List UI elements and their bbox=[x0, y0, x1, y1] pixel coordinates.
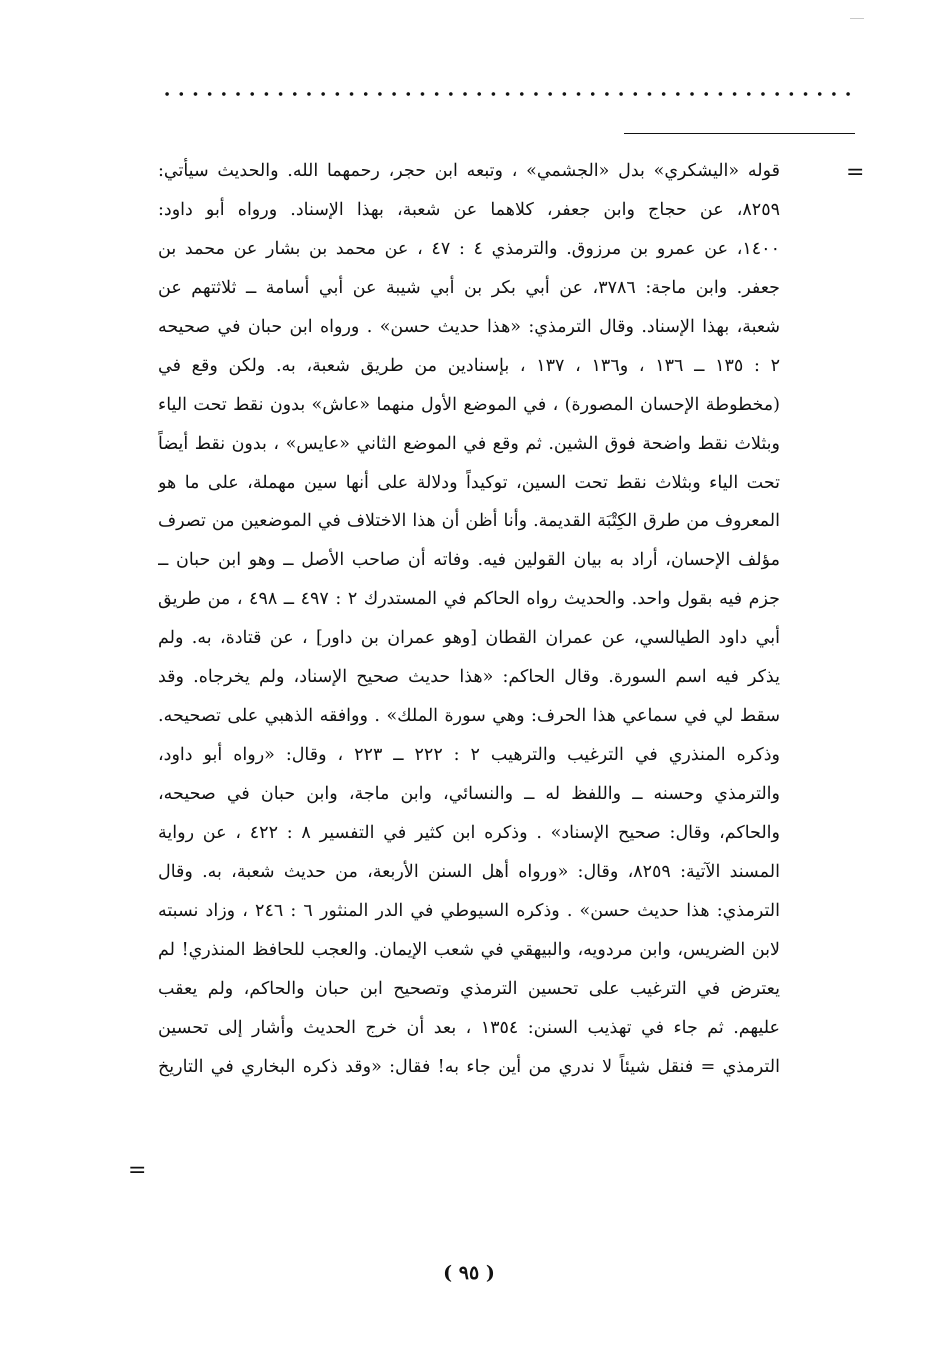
footnote-text bbox=[158, 152, 780, 1087]
text-line: جعفر. وابن ماجة: ٣٧٨٦، عن أبي بكر بن أبي شيبة عن أبي أسامة ــ ثلاثتهم عن bbox=[158, 277, 780, 298]
footnote-rule bbox=[624, 133, 855, 134]
text-line: والترمذي وحسنه ــ واللفظ له ــ والنسائي، وابن ماجة، وابن حبان في صحيحه، bbox=[158, 784, 780, 804]
text-line: المعروف من طرق الكِتْبَة القديمة. وأنا أظن أن هذا الاختلاف في الموضعين من تصرف bbox=[158, 511, 780, 532]
text-line: أبي داود الطيالسي، عن عمران القطان [وهو عمران بن داور] ، عن قتادة، به. ولم bbox=[158, 628, 780, 649]
text-line: مؤلف الإحسان، أراد به بيان القولين فيه. وفاته أن صاحب الأصل ــ وهو ابن حبان ــ bbox=[158, 550, 780, 571]
text-line: شعبة، بهذا الإسناد. وقال الترمذي: «هذا حديث حسن» . ورواه ابن حبان في صحيحه bbox=[158, 316, 780, 337]
text-line: سقط لي في سماعي هذا الحرف: وهي سورة الملك» . ووافقه الذهبي على تصحيحه. bbox=[158, 706, 780, 727]
text-line: المسند الآتية: ٨٢٥٩، وقال: «ورواه أهل السنن الأربعة، من حديث شعبة، به. وقال bbox=[158, 861, 780, 882]
text-line: وبثلاث نقط واضحة فوق الشين. ثم وقع في الموضع الثاني «عايس» ، بدون نقط أيضاً bbox=[158, 433, 780, 454]
continuation-mark-bottom: = bbox=[128, 1158, 147, 1183]
text-line: يذكر فيه اسم السورة. وقال الحاكم: «هذا حديث صحيح الإسناد، ولم يخرجاه. وقد bbox=[158, 667, 780, 688]
text-line: عليهم. ثم جاء في تهذيب السنن: ١٣٥٤ ، بعد أن خرج الحديث وأشار إلى تحسين bbox=[158, 1017, 780, 1038]
text-line: ٨٢٥٩، عن حجاج وابن جعفر، كلاهما عن شعبة، بهذا الإسناد. ورواه أبو داود: bbox=[158, 199, 780, 220]
text-line: الترمذي = فنقل شيئاً لا ندري من أين جاء به! فقال: «وقد ذكره البخاري في التاريخ bbox=[158, 1056, 780, 1077]
text-line: تحت الياء وبثلاث نقط تحت السين، توكيداً ودلالة على أنها سين مهملة، على ما هو bbox=[158, 472, 780, 493]
text-line: والحاكم، وقال: صحيح الإسناد» . وذكره ابن كثير في التفسير ٨ : ٤٢٢ ، عن رواية bbox=[158, 822, 780, 843]
text-line: ٢ : ١٣٥ ــ ١٣٦ ، و١٣٦ ، ١٣٧ ، بإسنادين من طريق شعبة، به. ولكن وقع في bbox=[158, 355, 780, 376]
text-line: يعترض في الترغيب على تحسين الترمذي وتصحيح ابن حبان والحاكم، ولم يعقب bbox=[158, 978, 780, 999]
continuation-mark-top: = bbox=[846, 160, 865, 185]
text-line: ١٤٠٠، عن عمرو بن مرزوق. والترمذي ٤ : ٤٧ ، عن محمد بن بشار عن محمد بن bbox=[158, 238, 780, 259]
text-line: وذكره المنذري في الترغيب والترهيب ٢ : ٢٢٢ ــ ٢٢٣ ، وقال: «رواه أبو داود، bbox=[158, 745, 780, 766]
text-line: (مخطوطة الإحسان المصورة) ، في الموضع الأول منهما «عاش» بدون نقط تحت الياء bbox=[158, 394, 780, 415]
text-line: جزم فيه بقول واحد. والحديث رواه الحاكم في المستدرك ٢ : ٤٩٧ ــ ٤٩٨ ، من طريق bbox=[158, 589, 780, 610]
text-line: لابن الضريس، وابن مردويه، والبيهقي في شعب الإيمان. والعجب للحافظ المنذري! لم bbox=[158, 939, 780, 960]
scan-mark bbox=[850, 18, 864, 19]
text-line: قوله «اليشكري» بدل «الجشمي» ، وتبعه ابن حجر، رحمهما الله. والحديث سيأتي: bbox=[158, 161, 780, 181]
dotted-separator bbox=[160, 88, 855, 100]
page-number: ( ٩٥ ) bbox=[443, 1262, 495, 1284]
text-line: الترمذي: هذا حديث حسن» . وذكره السيوطي في الدر المنثور ٦ : ٢٤٦ ، وزاد نسبته bbox=[158, 900, 780, 921]
